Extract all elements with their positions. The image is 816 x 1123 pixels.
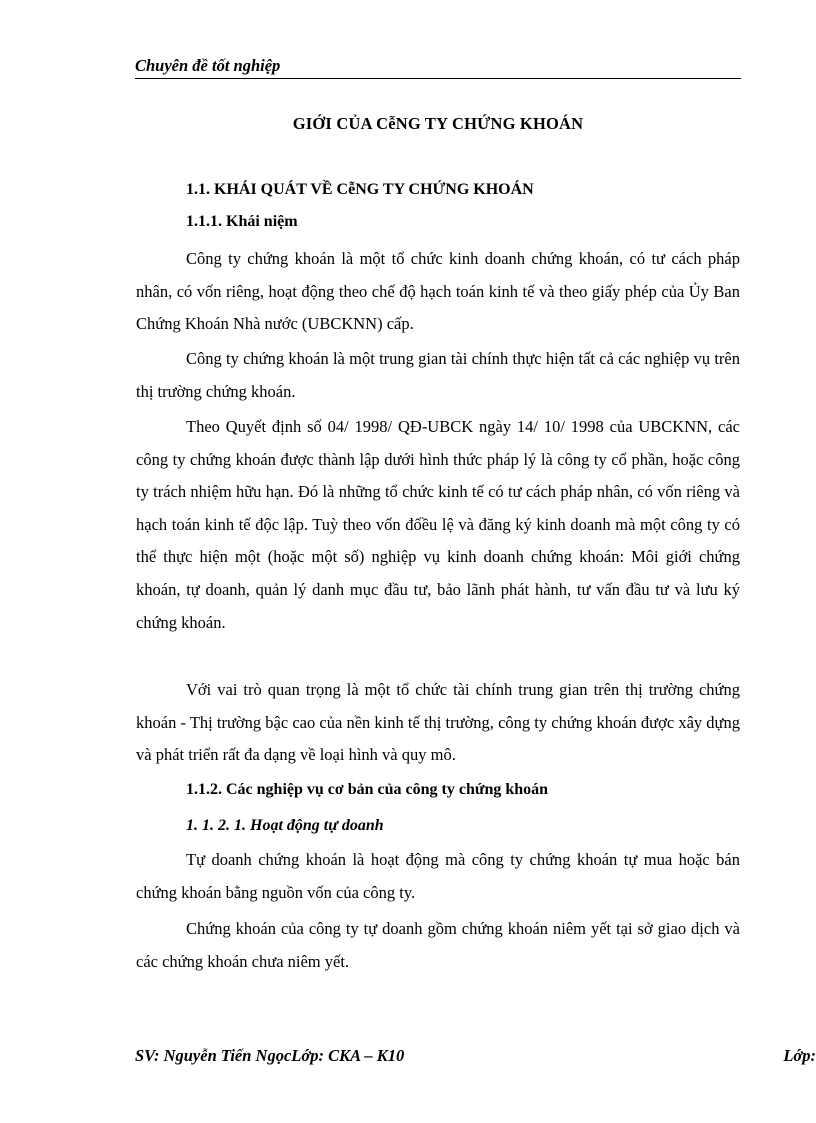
- subsection-heading-2: 1.1.2. Các nghiệp vụ cơ bản của công ty chứng khoán: [186, 781, 549, 798]
- header-text: Chuyên đề tốt nghiệp: [135, 56, 281, 75]
- subsubsection-heading: 1. 1. 2. 1. Hoạt động tự doanh: [186, 817, 384, 834]
- footer-class: Lớp:: [783, 1046, 816, 1065]
- paragraph-5: Tự doanh chứng khoán là hoạt động mà công ty chứng khoán tự mua hoặc bán chứng khoán bằng nguồn vốn của công ty.: [136, 850, 740, 902]
- footer-student: SV: Nguyễn Tiến NgọcLớp: CKA – K10: [135, 1046, 405, 1065]
- page-footer: [135, 1046, 816, 1070]
- paragraph-2: Công ty chứng khoán là một trung gian tài chính thực hiện tất cả các nghiệp vụ trên thị trường chứng khoán.: [136, 349, 740, 401]
- paragraph-6: Chứng khoán của công ty tự doanh gồm chứng khoán niêm yết tại sở giao dịch và các chứng khoán chưa niêm yết.: [136, 919, 740, 971]
- paragraph-1: Công ty chứng khoán là một tổ chức kinh doanh chứng khoán, có tư cách pháp nhân, có vốn riêng, hoạt động theo chế độ hạch toán kinh tế và theo giấy phép của Ủy Ban Chứng Khoán Nhà nước (UBCKNN) cấp.: [136, 249, 740, 334]
- page-header: [135, 56, 741, 79]
- subsection-heading: 1.1.1. Khái niệm: [186, 213, 298, 230]
- paragraph-4: Với vai trò quan trọng là một tổ chức tài chính trung gian trên thị trường chứng khoán - Thị trường bậc cao của nền kinh tế thị trường, công ty chứng khoán được xây dựng và phát triển rất đa dạng về loại hình và quy mô.: [136, 680, 740, 765]
- section-heading: 1.1. KHÁI QUÁT VỀ CễNG TY CHỨNG KHOÁN: [186, 181, 534, 198]
- page-title: GIỚI CỦA CễNG TY CHỨNG KHOÁN: [292, 114, 584, 133]
- paragraph-3: Theo Quyết định số 04/ 1998/ QĐ-UBCK ngày 14/ 10/ 1998 của UBCKNN, các công ty chứng khoán được thành lập dưới hình thức pháp lý là công ty cổ phần, hoặc công ty trách nhiệm hữu hạn. Đó là những tổ chức kinh tế có tư cách pháp nhân, có vốn riêng và hạch toán kinh tế độc lập. Tuỳ theo vốn đốều lệ và đăng ký kinh doanh mà một công ty có thể thực hiện một (hoặc một số) nghiệp vụ kinh doanh chứng khoán: Môi giới chứng khoán, tự doanh, quản lý danh mục đầu tư, bảo lãnh phát hành, tư vấn đầu tư và lưu ký chứng khoán.: [136, 417, 740, 632]
